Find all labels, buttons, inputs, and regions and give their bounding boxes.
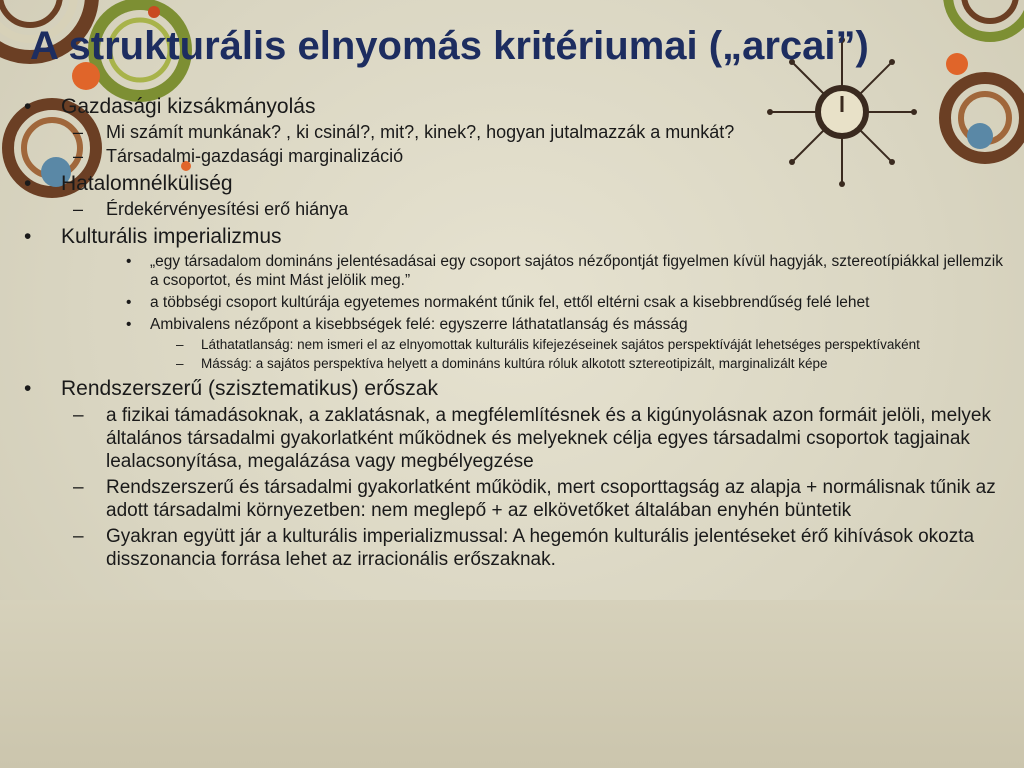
bullet-item: [18, 252, 1013, 290]
bullet-marker: –: [176, 337, 184, 352]
bullet-item: [18, 355, 1013, 372]
bullet-marker: –: [73, 477, 84, 498]
bullet-text: Mi számít munkának? , ki csinál?, mit?, kinek?, hogyan jutalmazzák a munkát?: [106, 122, 735, 142]
bullet-item: [18, 525, 1013, 571]
bullet-item: [18, 171, 1013, 196]
bullet-item: [18, 476, 1013, 522]
bullet-item: [18, 121, 1013, 143]
bullet-text: Ambivalens nézőpont a kisebbségek felé: egyszerre láthatatlanság és másság: [150, 316, 688, 333]
bullet-item: [18, 145, 1013, 167]
bullet-item: [18, 94, 1013, 119]
bullet-marker: •: [24, 377, 32, 400]
bullet-marker: •: [126, 253, 132, 270]
bullet-text: Hatalomnélküliség: [61, 172, 233, 195]
bullet-marker: –: [73, 526, 84, 547]
bullet-item: [18, 198, 1013, 220]
bullet-marker: –: [176, 356, 184, 371]
bullet-text: a többségi csoport kultúrája egyetemes normaként tűnik fel, ettől eltérni csak a kisebbrendűség felé lehet: [150, 294, 870, 311]
bullet-list: [18, 90, 1013, 571]
bullet-item: [18, 376, 1013, 401]
bullet-marker: –: [73, 199, 84, 219]
bullet-item: [18, 336, 1013, 353]
bullet-text: Kulturális imperializmus: [61, 225, 282, 248]
bullet-marker: •: [24, 172, 32, 195]
bullet-text: Rendszerszerű (szisztematikus) erőszak: [61, 377, 438, 400]
bullet-marker: –: [73, 146, 84, 166]
bullet-marker: •: [24, 95, 32, 118]
bullet-marker: •: [24, 225, 32, 248]
bullet-marker: –: [73, 122, 84, 142]
bullet-text: Másság: a sajátos perspektíva helyett a domináns kultúra róluk alkotott sztereotipizált, marginalizált képe: [201, 356, 828, 371]
bullet-marker: •: [126, 294, 132, 311]
bullet-text: Érdekérvényesítési erő hiánya: [106, 199, 349, 219]
slide-title: A strukturális elnyomás kritériumai („arcai”): [30, 24, 869, 68]
bullet-item: [18, 404, 1013, 473]
bullet-item: [18, 315, 1013, 334]
bullet-text: Társadalmi-gazdasági marginalizáció: [106, 146, 404, 166]
bullet-text: a fizikai támadásoknak, a zaklatásnak, a megfélemlítésnek és a kigúnyolásnak azon formáit jelöli, melyek általános társadalmi gyakorlatként működnek és melyeknek célja egyes társadalmi csoportok tagjainak lealacsonyítása, megalázása vagy megbélyegzése: [106, 405, 991, 472]
bullet-text: Gazdasági kizsákmányolás: [61, 95, 316, 118]
bullet-item: [18, 293, 1013, 312]
bullet-text: Gyakran együtt jár a kulturális imperializmussal: A hegemón kulturális jelentéseket érő kihívások okozta disszonancia forrása lehet az irracionális erőszaknak.: [106, 526, 975, 570]
bullet-marker: •: [126, 316, 132, 333]
bullet-marker: –: [73, 405, 84, 426]
bullet-item: [18, 224, 1013, 249]
bullet-text: Láthatatlanság: nem ismeri el az elnyomottak kulturális kifejezéseinek sajátos perspektíváját lehetséges perspektívaként: [201, 337, 920, 352]
bullet-text: „egy társadalom domináns jelentésadásai egy csoport sajátos nézőpontját figyelmen kívül hagyják, sztereotípiákkal jellemzik a csoportot, és mint Mást jelölik meg.”: [150, 253, 1003, 289]
bullet-text: Rendszerszerű és társadalmi gyakorlatként működik, mert csoporttagság az alapja + normálisnak tűnik az adott társadalmi környezetben: nem meglepő + az elkövetőket általában enyhén büntetik: [106, 477, 996, 521]
